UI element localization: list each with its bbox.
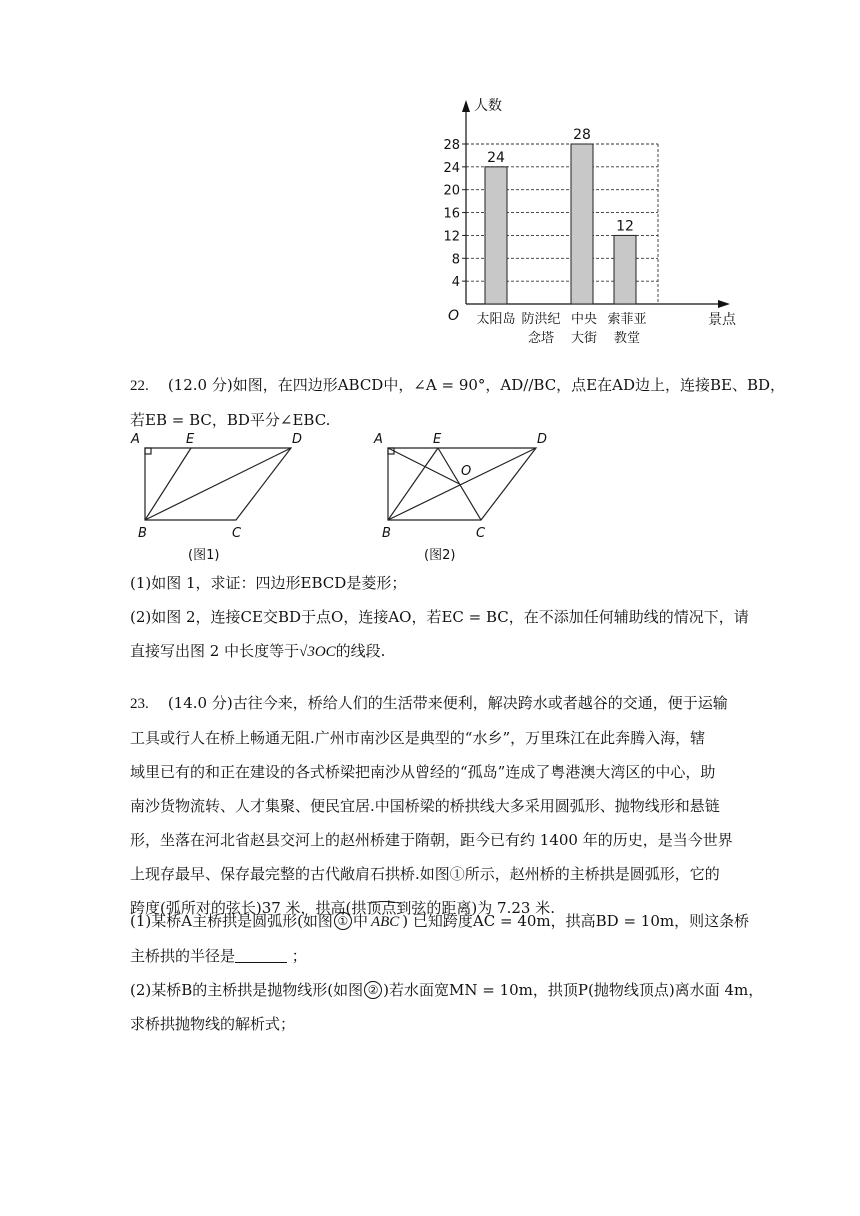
y-tick-label: 12 — [443, 229, 460, 245]
fig2-segment-be — [388, 448, 438, 520]
fig2-label-d: D — [537, 432, 548, 447]
origin-label: O — [448, 308, 460, 324]
q22-figure-1 — [126, 428, 316, 568]
y-tick-label: 8 — [451, 252, 460, 268]
q22-part2-line2a: 直接写出图 2 中长度等于 — [130, 642, 300, 660]
fig1-label-b: B — [138, 526, 147, 541]
y-axis-label: 人数 — [474, 98, 502, 114]
data-label: 12 — [616, 218, 634, 235]
q23-line-1: 工具或行人在桥上畅通无阻.广州市南沙区是典型的“水乡”，万里珠江在此奔腾入海，辖 — [130, 729, 706, 747]
q22-part2-math: √3OC — [299, 644, 336, 660]
y-tick-label: 20 — [443, 183, 460, 199]
y-tick-label: 16 — [443, 206, 460, 222]
q23-line-5: 上现存最早、保存最完整的古代敞肩石拱桥.如图①所示，赵州桥的主桥拱是圆弧形，它的 — [130, 865, 720, 883]
fig1-label-d: D — [292, 432, 303, 447]
category-label: 中央 — [570, 312, 598, 327]
q22-parts — [130, 566, 749, 669]
data-label: 24 — [487, 149, 505, 166]
bar — [571, 144, 593, 304]
q22-number: 22. — [130, 378, 149, 394]
category-label: 念塔 — [527, 331, 555, 346]
fig2-caption: (图2) — [424, 548, 456, 563]
q23-line-4: 形，坐落在河北省赵县交河上的赵州桥建于隋朝，距今已有约 1400 年的历史，是当今世界 — [130, 831, 733, 849]
category-label: 防洪纪 — [521, 312, 561, 327]
q23-part2-line2: 求桥拱抛物线的解析式； — [130, 1015, 296, 1033]
q23-number: 23. — [130, 696, 149, 712]
q22-part1: (1)如图 1，求证：四边形EBCD是菱形； — [130, 574, 407, 592]
data-label: 28 — [573, 127, 591, 143]
q23-line-6: 跨度(弧所对的弦长)37 米，拱高(拱顶点到弦的距离)为 7.23 米. — [130, 899, 555, 917]
q23-part1-b: 中 — [352, 912, 368, 930]
x-axis-arrow — [718, 300, 730, 308]
category-label: 大街 — [570, 331, 598, 346]
x-axis-label: 景点 — [708, 312, 736, 328]
answer-blank — [235, 948, 287, 963]
fig1-label-e: E — [186, 432, 195, 447]
bar — [614, 235, 636, 304]
fig1-right-angle-mark — [145, 448, 151, 454]
q23-part2-circle: ② — [364, 981, 382, 999]
category-label: 太阳岛 — [476, 312, 516, 327]
q22-part2-line2b: 的线段. — [335, 642, 386, 660]
q23-line-2: 域里已有的和正在建设的各式桥梁把南沙从曾经的“孤岛”连成了粤港澳大湾区的中心，助 — [130, 763, 716, 781]
q23-part1-line2b: ； — [287, 947, 307, 965]
category-label: 索菲亚 — [607, 312, 647, 327]
fig2-label-o: O — [461, 464, 472, 479]
y-axis-arrow — [462, 100, 470, 112]
q23-part1-circle: ① — [334, 912, 352, 930]
y-tick-label: 4 — [451, 275, 460, 291]
fig2-label-e: E — [433, 432, 442, 447]
q23-stem — [130, 686, 740, 925]
q23-part2-b: )若水面宽MN = 10m，拱顶P(抛物线顶点)离水面 4m， — [383, 981, 764, 999]
y-tick-label: 24 — [443, 160, 460, 176]
fig1-segment-bd — [145, 448, 291, 520]
fig2-label-a: A — [374, 432, 383, 447]
fig1-caption: (图1) — [188, 548, 220, 563]
bar — [485, 167, 507, 304]
q23-parts — [130, 904, 764, 1041]
q23-part2-a: (2)某桥B的主桥拱是抛物线形(如图 — [130, 981, 364, 999]
fig2-label-c: C — [476, 526, 486, 541]
bar-chart — [430, 92, 760, 354]
fig1-label-c: C — [232, 526, 242, 541]
q23-part1-c: ) 已知跨度AC = 40m，拱高BD = 10m，则这条桥 — [402, 912, 750, 930]
category-label: 教堂 — [613, 331, 641, 346]
q23-part1-arc: ABC — [368, 905, 402, 939]
q23-line-3: 南沙货物流转、人才集聚、便民宜居.中国桥梁的桥拱线大多采用圆弧形、抛物线形和悬链 — [130, 797, 720, 815]
y-tick-label: 28 — [443, 138, 460, 153]
q22-stem — [130, 368, 786, 437]
q23-part1-a: (1)某桥A主桥拱是圆弧形(如图 — [130, 912, 333, 930]
q22-line1: (12.0 分)如图，在四边形ABCD中，∠A = 90°，AD//BC，点E在AD边上，连接BE、BD， — [167, 376, 786, 394]
q22-figure-2 — [372, 428, 562, 568]
q22-line2: 若EB = BC，BD平分∠EBC. — [130, 411, 331, 429]
fig2-label-b: B — [382, 526, 391, 541]
fig1-label-a: A — [131, 432, 140, 447]
q23-line-0: (14.0 分)古往今来，桥给人们的生活带来便利，解决跨水或者越谷的交通，便于运输 — [167, 694, 728, 712]
q22-part2-line1: (2)如图 2，连接CE交BD于点O，连接AO，若EC = BC，在不添加任何辅助线的情况下，请 — [130, 608, 749, 626]
q23-part1-line2a: 主桥拱的半径是 — [130, 947, 236, 965]
